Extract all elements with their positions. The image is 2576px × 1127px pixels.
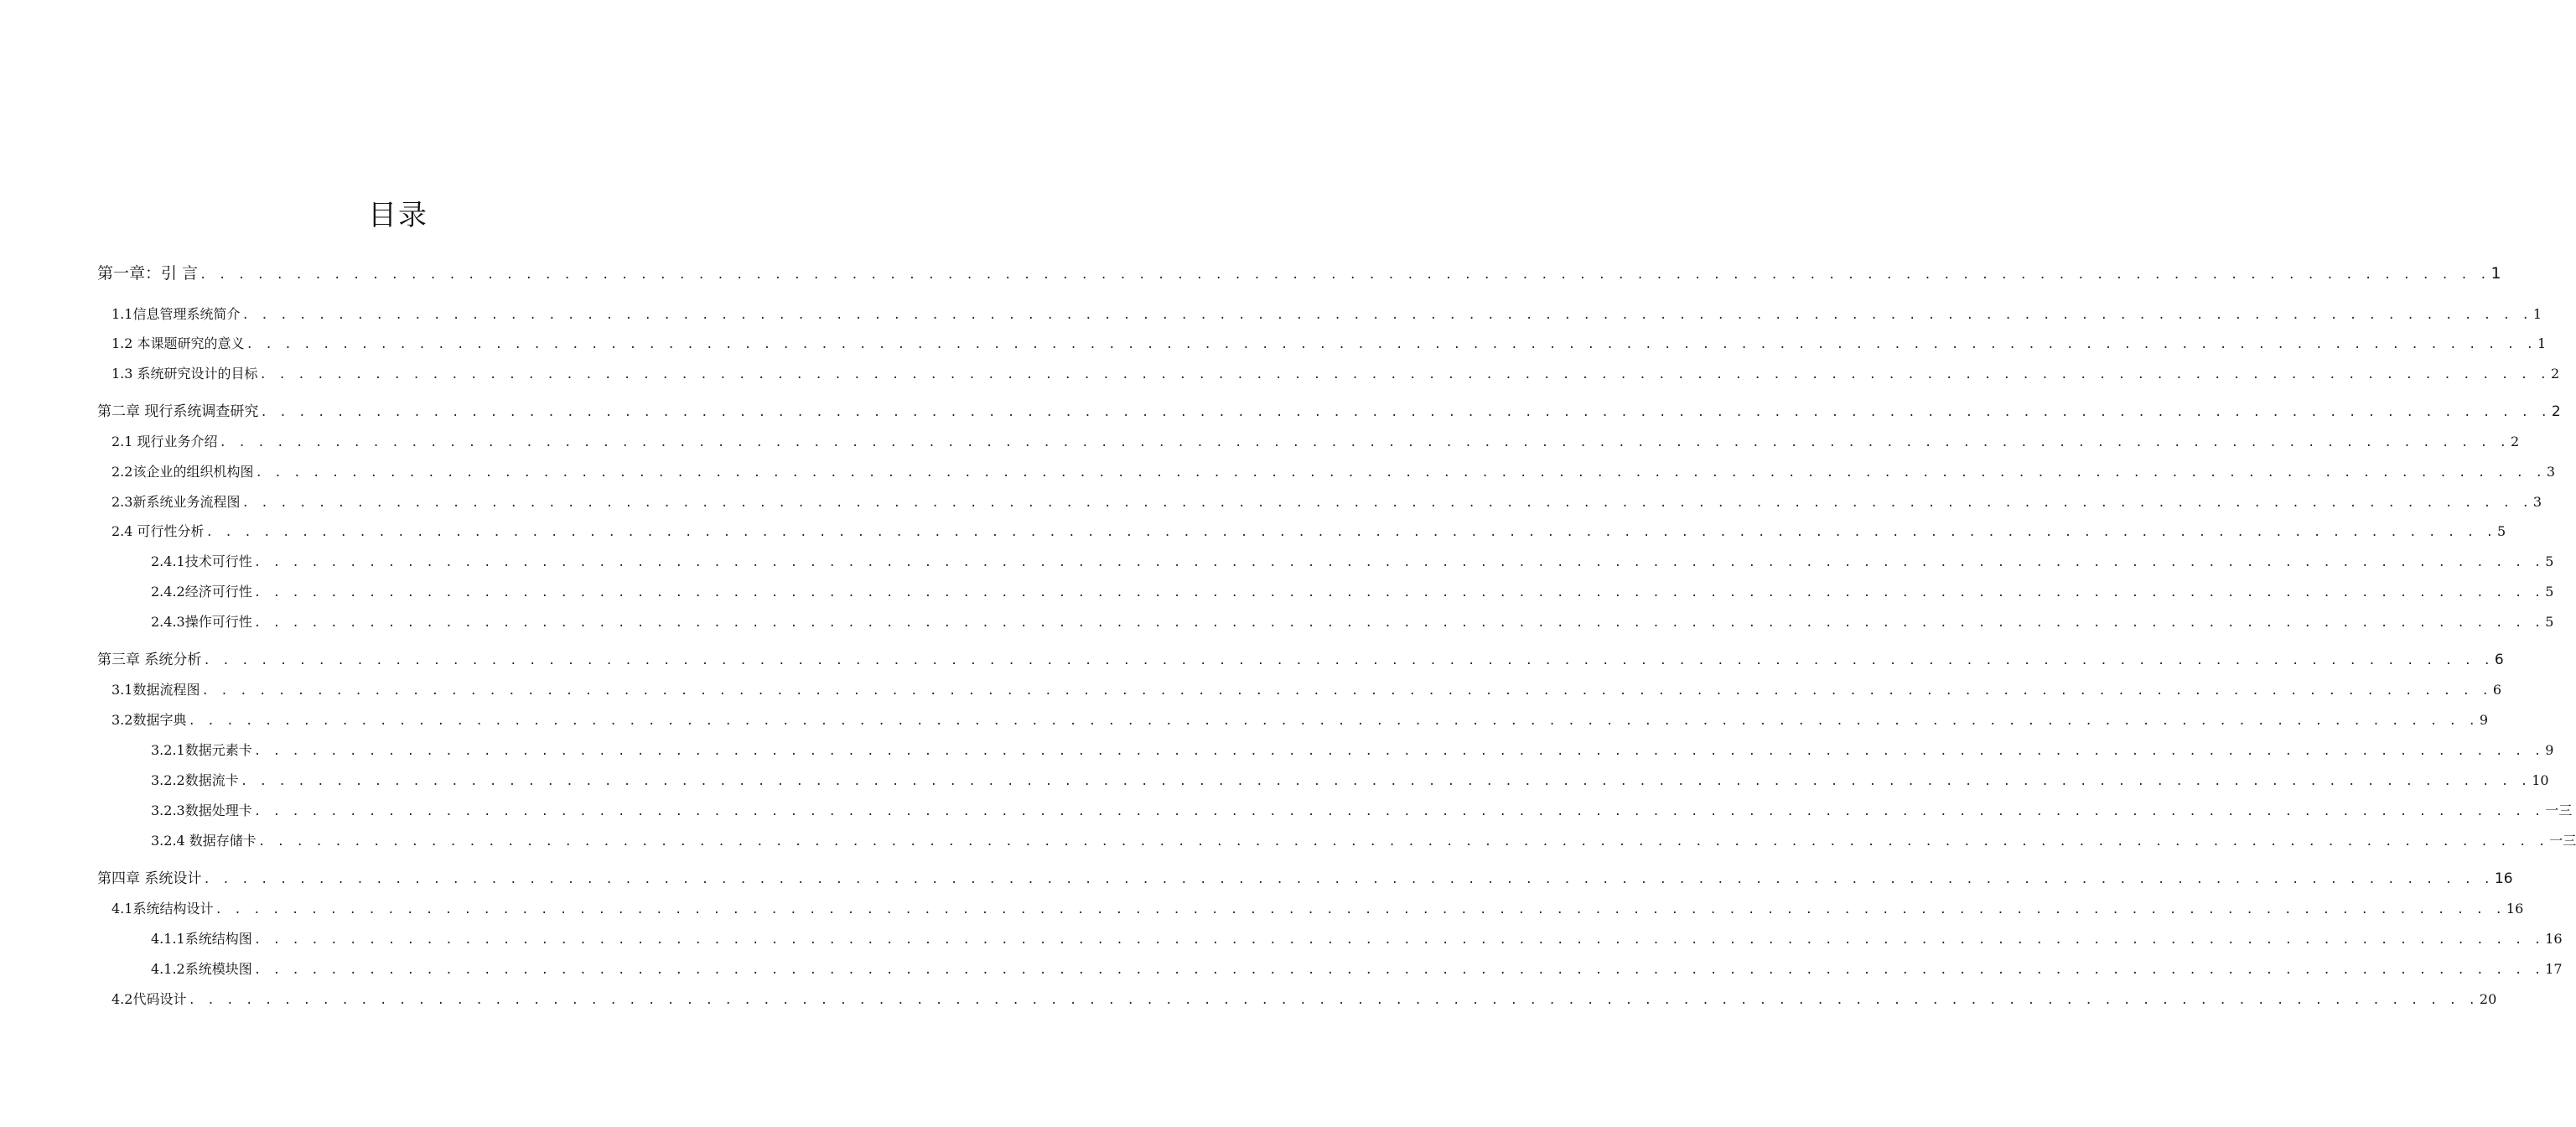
toc-page-number: 1 [2537, 335, 2547, 351]
toc-dot-leader: . . . . . . . . . . . . . . . . . . . . . . . . . . . . . . . . . . . . . . . . . . . . . . . . . . . . . . . . . . . . . . . . . . . . . . . . . . . . . . . . . . . . . . . . . . . . . . . . . . . . . . . . . . . . . . . . . . . . . . . . [241, 309, 2532, 322]
toc-entry-label: 第三章 系统分析 [97, 652, 202, 668]
toc-dot-leader: . . . . . . . . . . . . . . . . . . . . . . . . . . . . . . . . . . . . . . . . . . . . . . . . . . . . . . . . . . . . . . . . . . . . . . . . . . . . . . . . . . . . . . . . . . . . . . . . . . . . . . . . . . . . . . . . . . . . . . . . [253, 556, 2544, 569]
toc-subsection-entry[interactable] [151, 830, 2576, 852]
toc-dot-leader: . . . . . . . . . . . . . . . . . . . . . . . . . . . . . . . . . . . . . . . . . . . . . . . . . . . . . . . . . . . . . . . . . . . . . . . . . . . . . . . . . . . . . . . . . . . . . . . . . . . . . . . . . . . . . . . . . . . . . . . . [241, 496, 2532, 510]
toc-dot-leader: . . . . . . . . . . . . . . . . . . . . . . . . . . . . . . . . . . . . . . . . . . . . . . . . . . . . . . . . . . . . . . . . . . . . . . . . . . . . . . . . . . . . . . . . . . . . . . . . . . . . . . . . . . . . . . . . . . . . . . . . [253, 805, 2544, 818]
toc-page-number: 一三 [2545, 802, 2573, 818]
toc-entry-label: 1.1信息管理系统简介 [111, 306, 241, 322]
toc-dot-leader: . . . . . . . . . . . . . . . . . . . . . . . . . . . . . . . . . . . . . . . . . . . . . . . . . . . . . . . . . . . . . . . . . . . . . . . . . . . . . . . . . . . . . . . . . . . . . . . . . . . . . . . . . . . . . . . . . . . . . . . . [246, 338, 2537, 351]
toc-dot-leader: . . . . . . . . . . . . . . . . . . . . . . . . . . . . . . . . . . . . . . . . . . . . . . . . . . . . . . . . . . . . . . . . . . . . . . . . . . . . . . . . . . . . . . . . . . . . . . . . . . . . . . . . . . . . . . . . . . . . . . . . [257, 835, 2548, 849]
toc-dot-leader: . . . . . . . . . . . . . . . . . . . . . . . . . . . . . . . . . . . . . . . . . . . . . . . . . . . . . . . . . . . . . . . . . . . . . . . . . . . . . . . . . . . . . . . . . . . . . . . . . . . . . . . . . . . . . . . . . . . . . . . . [188, 994, 2478, 1007]
toc-entry-label: 1.2 本课题研究的意义 [111, 335, 245, 351]
toc-entry-label: 4.1系统结构设计 [111, 901, 214, 917]
toc-dot-leader: . . . . . . . . . . . . . . . . . . . . . . . . . . . . . . . . . . . . . . . . . . . . . . . . . . . . . . . . . . . . . . . . . . . . . . . . . . . . . . . . . . . . . . . . . . . . . . . . . . . . . . . . . . . . . . . . . . . . . . . . [203, 654, 2493, 667]
toc-subsection-entry[interactable] [151, 611, 2554, 633]
toc-page-number: 2 [2511, 434, 2520, 449]
toc-dot-leader: . . . . . . . . . . . . . . . . . . . . . . . . . . . . . . . . . . . . . . . . . . . . . . . . . . . . . . . . . . . . . . . . . . . . . . . . . . . . . . . . . . . . . . . . . . . . . . . . . . . . . . . . . . . . . . . . . . . . . . . . [259, 368, 2550, 382]
toc-entry-label: 4.1.1系统结构图 [151, 931, 252, 947]
toc-section-entry[interactable] [111, 679, 2502, 701]
toc-section-entry[interactable] [111, 431, 2520, 453]
toc-entry-label: 2.2该企业的组织机构图 [111, 464, 254, 480]
toc-entry-label: 3.2.1数据元素卡 [151, 742, 252, 758]
toc-subsection-entry[interactable] [151, 581, 2554, 603]
toc-entry-label: 3.2数据字典 [111, 712, 187, 728]
toc-page-number: 16 [2545, 931, 2563, 947]
toc-page-number: 5 [2497, 523, 2506, 539]
toc-entry-label: 第一章：引 言 [97, 264, 199, 283]
toc-dot-leader: . . . . . . . . . . . . . . . . . . . . . . . . . . . . . . . . . . . . . . . . . . . . . . . . . . . . . . . . . . . . . . . . . . . . . . . . . . . . . . . . . . . . . . . . . . . . . . . . . . . . . . . . . . . . . . . . . . . . . . . . [203, 873, 2493, 886]
toc-dot-leader: . . . . . . . . . . . . . . . . . . . . . . . . . . . . . . . . . . . . . . . . . . . . . . . . . . . . . . . . . . . . . . . . . . . . . . . . . . . . . . . . . . . . . . . . . . . . . . . . . . . . . . . . . . . . . . . . . . . . . . . . [205, 526, 2496, 539]
toc-subsection-entry[interactable] [151, 958, 2563, 980]
toc-subsection-entry[interactable] [151, 770, 2549, 792]
toc-page-number: 20 [2479, 991, 2497, 1007]
toc-entry-label: 3.1数据流程图 [111, 682, 200, 698]
toc-section-entry[interactable] [111, 709, 2489, 731]
toc-page-number: 2 [2551, 403, 2561, 420]
toc-dot-leader: . . . . . . . . . . . . . . . . . . . . . . . . . . . . . . . . . . . . . . . . . . . . . . . . . . . . . . . . . . . . . . . . . . . . . . . . . . . . . . . . . . . . . . . . . . . . . . . . . . . . . . . . . . . . . . . . . . . . . . . . [253, 933, 2544, 947]
toc-dot-leader: . . . . . . . . . . . . . . . . . . . . . . . . . . . . . . . . . . . . . . . . . . . . . . . . . . . . . . . . . . . . . . . . . . . . . . . . . . . . . . . . . . . . . . . . . . . . . . . . . . . . . . . . . . . . . . . . . . . . . . . . [253, 745, 2544, 758]
toc-page-number: 3 [2532, 494, 2542, 510]
toc-chapter-entry[interactable] [97, 401, 2561, 423]
toc-page-number: 1 [2490, 264, 2501, 283]
toc-entry-label: 2.4.3操作可行性 [151, 614, 252, 630]
toc-entry-label: 2.4 可行性分析 [111, 523, 205, 539]
toc-subsection-entry[interactable] [151, 928, 2563, 950]
toc-dot-leader: . . . . . . . . . . . . . . . . . . . . . . . . . . . . . . . . . . . . . . . . . . . . . . . . . . . . . . . . . . . . . . . . . . . . . . . . . . . . . . . . . . . . . . . . . . . . . . . . . . . . . . . . . . . . . . . . . . . . . . . . [253, 616, 2544, 630]
toc-dot-leader: . . . . . . . . . . . . . . . . . . . . . . . . . . . . . . . . . . . . . . . . . . . . . . . . . . . . . . . . . . . . . . . . . . . . . . . . . . . . . . . . . . . . . . . . . . . . . . . . . . . . . . . . . . . . . . . . . . . . . . . . [253, 963, 2544, 977]
toc-page-number: 1 [2532, 306, 2542, 322]
toc-chapter-entry[interactable] [97, 262, 2501, 284]
toc-dot-leader: . . . . . . . . . . . . . . . . . . . . . . . . . . . . . . . . . . . . . . . . . . . . . . . . . . . . . . . . . . . . . . . . . . . . . . . . . . . . . . . . . . . . . . . . . . . . . . . . . . . . . . . . . . . . . . . . . . . . . . . . [219, 436, 2510, 449]
toc-chapter-entry[interactable] [97, 868, 2513, 890]
toc-page-number: 5 [2545, 614, 2554, 630]
toc-page-number: 6 [2492, 682, 2502, 698]
toc-entry-label: 3.2.4 数据存储卡 [151, 833, 257, 849]
toc-dot-leader: . . . . . . . . . . . . . . . . . . . . . . . . . . . . . . . . . . . . . . . . . . . . . . . . . . . . . . . . . . . . . . . . . . . . . . . . . . . . . . . . . . . . . . . . . . . . . . . . . . . . . . . . . . . . . . . . . . . . . . . . [215, 903, 2505, 917]
toc-subsection-entry[interactable] [151, 551, 2554, 573]
toc-section-entry[interactable] [111, 491, 2542, 513]
toc-dot-leader: . . . . . . . . . . . . . . . . . . . . . . . . . . . . . . . . . . . . . . . . . . . . . . . . . . . . . . . . . . . . . . . . . . . . . . . . . . . . . . . . . . . . . . . . . . . . . . . . . . . . . . . . . . . . . . . . . . . . . . . . [200, 268, 2490, 282]
toc-entry-label: 第二章 现行系统调查研究 [97, 403, 259, 420]
toc-entry-label: 第四章 系统设计 [97, 870, 202, 887]
toc-subsection-entry[interactable] [151, 800, 2573, 822]
toc-title: 目录 [368, 198, 428, 232]
toc-section-entry[interactable] [111, 989, 2497, 1010]
toc-page-number: 10 [2532, 772, 2549, 788]
toc-section-entry[interactable] [111, 363, 2560, 385]
toc-entry-label: 3.2.2数据流卡 [151, 772, 239, 788]
toc-section-entry[interactable] [111, 333, 2547, 355]
toc-entry-label: 1.3 系统研究设计的目标 [111, 366, 258, 382]
toc-page-number: 16 [2494, 870, 2513, 887]
toc-dot-leader: . . . . . . . . . . . . . . . . . . . . . . . . . . . . . . . . . . . . . . . . . . . . . . . . . . . . . . . . . . . . . . . . . . . . . . . . . . . . . . . . . . . . . . . . . . . . . . . . . . . . . . . . . . . . . . . . . . . . . . . . [201, 684, 2491, 698]
toc-page-number: 5 [2545, 553, 2554, 569]
toc-section-entry[interactable] [111, 521, 2506, 543]
toc-entry-label: 2.4.1技术可行性 [151, 553, 252, 569]
toc-page-number: 6 [2494, 652, 2504, 668]
toc-page-number: 17 [2545, 961, 2563, 977]
toc-subsection-entry[interactable] [151, 740, 2554, 761]
toc-page-number: 5 [2545, 584, 2554, 600]
toc-page-number: 9 [2545, 742, 2554, 758]
toc-section-entry[interactable] [111, 898, 2524, 920]
toc-entry-label: 4.1.2系统模块图 [151, 961, 252, 977]
toc-entry-label: 2.3新系统业务流程图 [111, 494, 241, 510]
toc-page-number: 16 [2506, 901, 2524, 917]
toc-entry-label: 2.1 现行业务介绍 [111, 434, 218, 449]
toc-section-entry[interactable] [111, 461, 2556, 483]
toc-entry-label: 4.2代码设计 [111, 991, 187, 1007]
toc-dot-leader: . . . . . . . . . . . . . . . . . . . . . . . . . . . . . . . . . . . . . . . . . . . . . . . . . . . . . . . . . . . . . . . . . . . . . . . . . . . . . . . . . . . . . . . . . . . . . . . . . . . . . . . . . . . . . . . . . . . . . . . . [188, 714, 2478, 728]
toc-page-number: 3 [2546, 464, 2556, 480]
toc-entry-label: 3.2.3数据处理卡 [151, 802, 252, 818]
toc-page-number: 一三 [2549, 833, 2576, 849]
toc-chapter-entry[interactable] [97, 649, 2504, 671]
toc-entry-label: 2.4.2经济可行性 [151, 584, 252, 600]
toc-page-number: 2 [2551, 366, 2560, 382]
toc-dot-leader: . . . . . . . . . . . . . . . . . . . . . . . . . . . . . . . . . . . . . . . . . . . . . . . . . . . . . . . . . . . . . . . . . . . . . . . . . . . . . . . . . . . . . . . . . . . . . . . . . . . . . . . . . . . . . . . . . . . . . . . . [255, 466, 2545, 480]
toc-section-entry[interactable] [111, 304, 2542, 325]
toc-page-number: 9 [2479, 712, 2489, 728]
toc-dot-leader: . . . . . . . . . . . . . . . . . . . . . . . . . . . . . . . . . . . . . . . . . . . . . . . . . . . . . . . . . . . . . . . . . . . . . . . . . . . . . . . . . . . . . . . . . . . . . . . . . . . . . . . . . . . . . . . . . . . . . . . . [253, 586, 2544, 600]
toc-dot-leader: . . . . . . . . . . . . . . . . . . . . . . . . . . . . . . . . . . . . . . . . . . . . . . . . . . . . . . . . . . . . . . . . . . . . . . . . . . . . . . . . . . . . . . . . . . . . . . . . . . . . . . . . . . . . . . . . . . . . . . . . [240, 775, 2531, 788]
toc-dot-leader: . . . . . . . . . . . . . . . . . . . . . . . . . . . . . . . . . . . . . . . . . . . . . . . . . . . . . . . . . . . . . . . . . . . . . . . . . . . . . . . . . . . . . . . . . . . . . . . . . . . . . . . . . . . . . . . . . . . . . . . . [260, 406, 2550, 419]
